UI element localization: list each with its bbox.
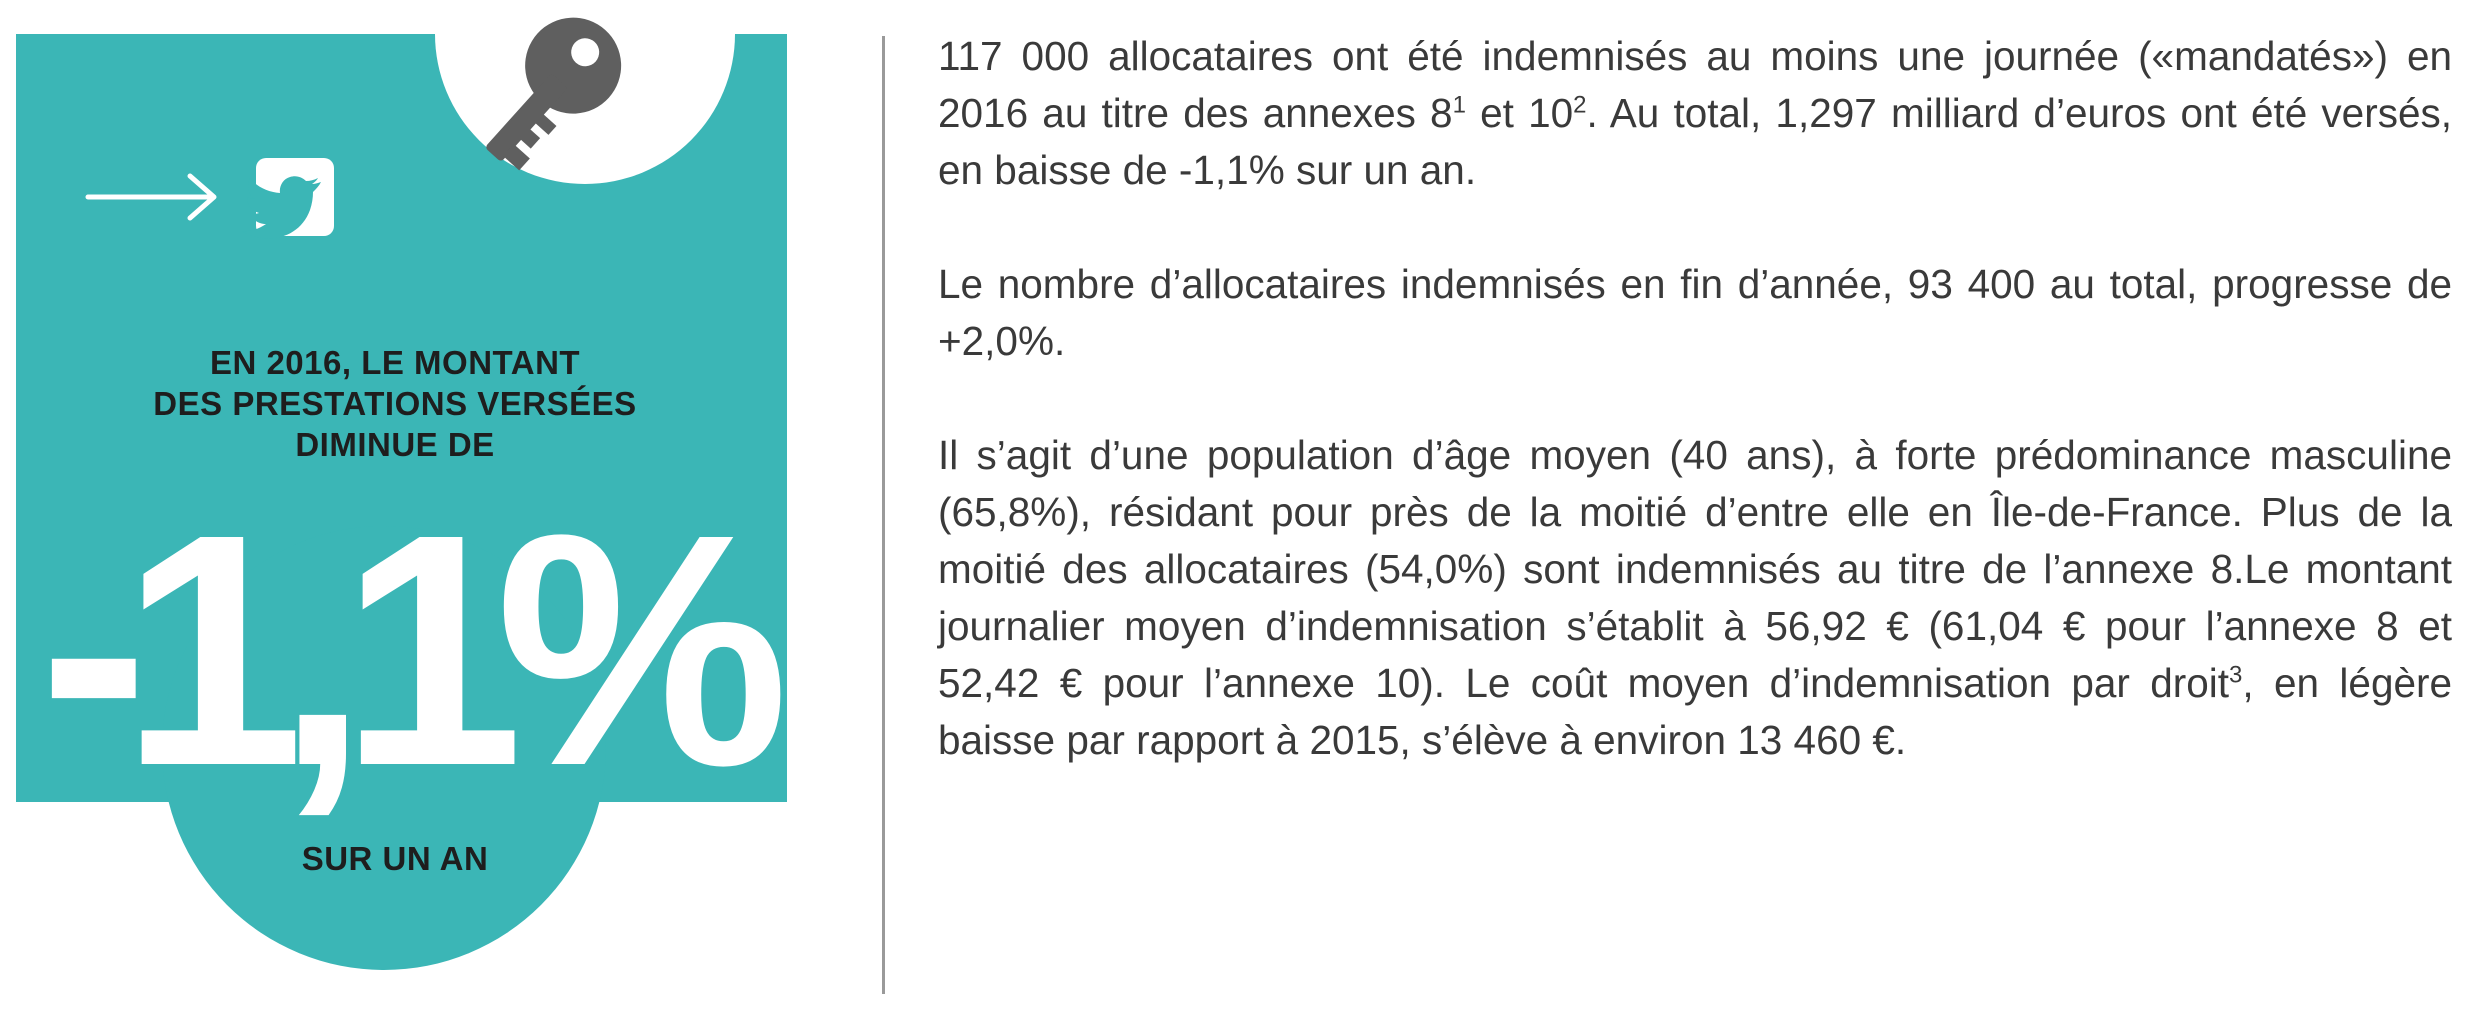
footnote-ref: 2 [1573,91,1587,119]
stat-panel [0,0,800,1014]
paragraph-text: Il s’agit d’une population d’âge moyen (40 ans), à forte prédominance masculine (65,8%), résidant pour près de la moitié d’entre elle en Île-de-France. Plus de la moitié des allocataires (54,0%) sont indemnisés au titre de l’annexe 8.Le montant journalier moyen d’indemnisation s’établit à 56,92 € (61,04 € pour l’annexe 8 et 52,42 € pour l’annexe 10). Le coût moyen d’indemnisation par droit [938,432,2452,706]
footnote-ref: 3 [2229,661,2243,689]
stat-value: -1,1% [38,465,762,834]
vertical-divider [882,36,885,994]
paragraph-text: 117 000 allocataires ont été indemnisés au moins une journée («mandatés») en 2016 au titre des annexes 8 [938,33,2452,136]
headline-line: EN 2016, LE MONTANT [209,344,581,381]
footnote-ref: 1 [1452,91,1466,119]
headline-line: DES PRESTATIONS VERSÉES [153,385,637,422]
body-text [938,28,2452,826]
stat-caption: SUR UN AN [301,840,489,877]
paragraph [938,427,2452,769]
paragraph-text: et 10 [1465,90,1574,136]
paragraph-text: . Au total, 1,297 milliard d’euros ont été versés, en baisse de -1,1% sur un an. [938,90,2452,193]
headline-line: DIMINUE DE [295,426,495,463]
paragraph [938,256,2452,370]
panel-background [16,0,787,970]
paragraph [938,28,2452,199]
paragraph-text: Le nombre d’allocataires indemnisés en fin d’année, 93 400 au total, progresse de +2,0%. [938,261,2452,364]
paragraph-text: , en légère baisse par rapport à 2015, s’élève à environ 13 460 €. [938,660,2452,763]
